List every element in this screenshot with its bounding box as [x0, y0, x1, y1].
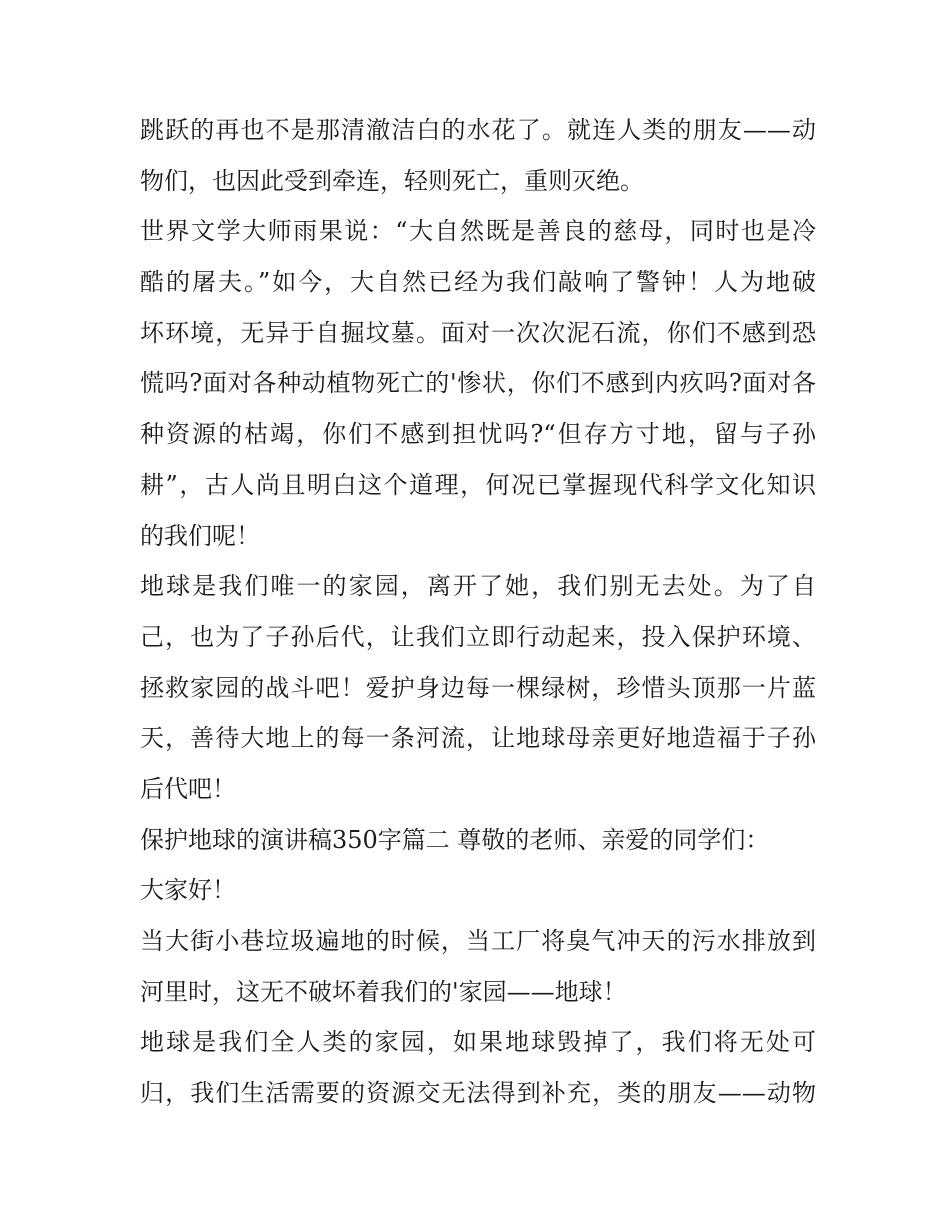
text-line: 酷的屠夫。”如今，大自然已经为我们敲响了警钟！人为地破 [140, 268, 816, 297]
text-line: 当大街小巷垃圾遍地的时候，当工厂将臭气冲天的污水排放到 [140, 927, 816, 955]
text-line: 地球是我们全人类的家园，如果地球毁掉了，我们将无处可 [140, 1028, 816, 1057]
document-body [140, 105, 816, 1119]
text-line: 己，也为了子孙后代，让我们立即行动起来，投入保护环境、 [140, 622, 816, 651]
text-line: 慌吗?面对各种动植物死亡的'惨状，你们不感到内疚吗?面对各 [140, 369, 816, 398]
text-line: 跳跃的再也不是那清澈洁白的水花了。就连人类的朋友——动 [140, 116, 816, 144]
text-line: 后代吧！ [140, 774, 236, 803]
text-line: 归，我们生活需要的资源交无法得到补充，类的朋友——动物 [140, 1079, 816, 1108]
text-line: 坏环境，无异于自掘坟墓。面对一次次泥石流，你们不感到恐 [140, 318, 816, 347]
text-line: 河里时，这无不破坏着我们的'家园——地球！ [140, 977, 627, 1006]
text-line: 地球是我们唯一的家园，离开了她，我们别无去处。为了自 [140, 572, 816, 601]
text-line: 拯救家园的战斗吧！爱护身边每一棵绿树，珍惜头顶那一片蓝 [140, 673, 816, 702]
text-line: 保护地球的演讲稿350字篇二 尊敬的老师、亲爱的同学们： [140, 825, 770, 854]
text-line: 耕”，古人尚且明白这个道理，何况已掌握现代科学文化知识 [140, 470, 816, 499]
text-line: 物们，也因此受到牵连，轻则死亡，重则灭绝。 [140, 166, 644, 195]
text-line: 世界文学大师雨果说：“大自然既是善良的慈母，同时也是冷 [140, 217, 816, 246]
text-line: 的我们呢！ [140, 521, 260, 550]
text-line: 大家好！ [140, 876, 236, 905]
text-line: 天，善待大地上的每一条河流，让地球母亲更好地造福于子孙 [140, 724, 816, 753]
text-line: 种资源的枯竭，你们不感到担忧吗?“但存方寸地，留与子孙 [140, 420, 816, 449]
